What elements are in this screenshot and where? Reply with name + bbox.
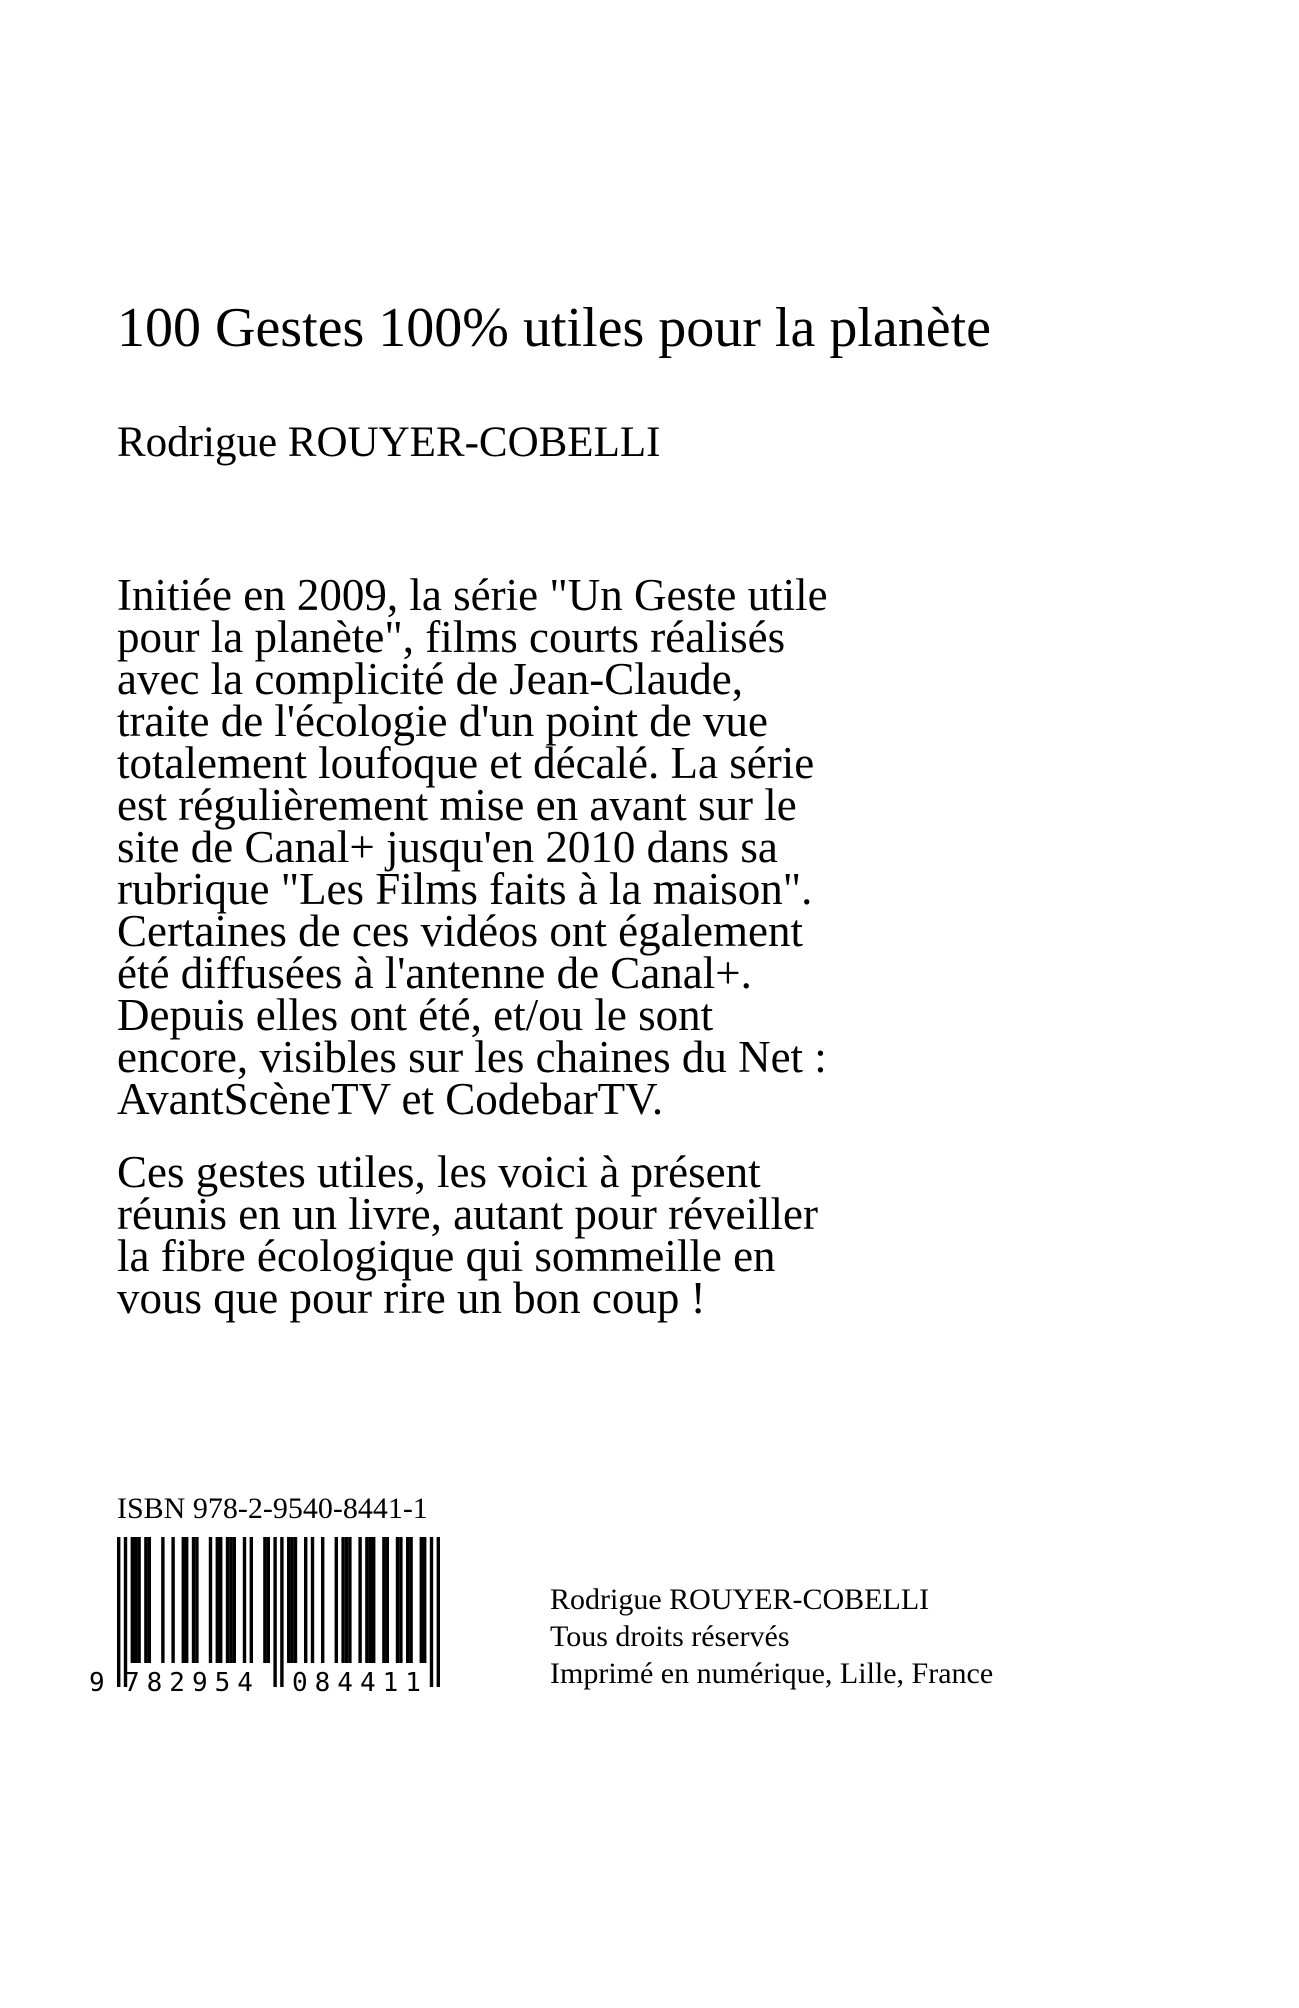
barcode-bar [263, 1537, 266, 1663]
barcode-bar [341, 1537, 344, 1663]
barcode-bar [396, 1537, 399, 1663]
barcode-bar [348, 1537, 351, 1663]
barcode-bar [195, 1537, 198, 1663]
barcode [79, 1535, 479, 1695]
barcode-bar [321, 1537, 324, 1663]
barcode-bar [304, 1537, 307, 1663]
barcode-bar [294, 1537, 297, 1663]
barcode-bar [267, 1537, 270, 1663]
barcode-bar [144, 1537, 147, 1663]
barcode-bar [148, 1537, 151, 1663]
barcode-bar [399, 1537, 402, 1663]
barcode-bar [409, 1537, 412, 1663]
blurb-line: site de Canal+ jusqu'en 2010 dans sa [117, 822, 778, 872]
barcode-bar [131, 1537, 134, 1663]
barcode-bar [406, 1537, 409, 1663]
barcode-bar [280, 1537, 283, 1687]
barcode-bar [386, 1537, 389, 1663]
barcode-bar [161, 1537, 164, 1663]
blurb-line: pour la planète", films courts réalisés [117, 612, 786, 662]
barcode-bar [209, 1537, 212, 1663]
barcode-bar [382, 1537, 385, 1663]
blurb-line: Certaines de ces vidéos ont également [117, 906, 804, 956]
blurb-line: est régulièrement mise en avant sur le [117, 780, 797, 830]
blurb-paragraph-1 [117, 570, 1017, 1124]
book-title: 100 Gestes 100% utiles pour la planète [117, 297, 992, 359]
blurb-line: Depuis elles ont été, et/ou le sont [117, 990, 714, 1040]
barcode-first-digit: 9 [89, 1668, 105, 1695]
barcode-bar [273, 1537, 276, 1687]
barcode-bar [369, 1537, 372, 1663]
blurb-paragraph-2 [117, 1147, 1017, 1323]
barcode-bar [124, 1537, 127, 1687]
blurb-line: avec la complicité de Jean-Claude, [117, 654, 743, 704]
barcode-bar [219, 1537, 222, 1663]
barcode-bar [423, 1537, 426, 1663]
blurb-line: encore, visibles sur les chaines du Net : [117, 1032, 827, 1082]
barcode-bar [233, 1537, 236, 1663]
isbn-label: ISBN 978-2-9540-8441-1 [117, 1492, 428, 1525]
barcode-bar [420, 1537, 423, 1663]
barcode-bar [311, 1537, 314, 1663]
barcode-bar [134, 1537, 137, 1663]
barcode-bar [229, 1537, 232, 1663]
barcode-bar [250, 1537, 253, 1663]
barcode-bar [182, 1537, 185, 1663]
credits-printed: Imprimé en numérique, Lille, France [550, 1657, 994, 1690]
blurb-line: vous que pour rire un bon coup ! [117, 1273, 706, 1323]
blurb-line: totalement loufoque et décalé. La série [117, 738, 815, 788]
blurb-line: traite de l'écologie d'un point de vue [117, 696, 769, 746]
barcode-bar [226, 1537, 229, 1663]
barcode-bar [365, 1537, 368, 1663]
barcode-right-digits: 084411 [292, 1668, 428, 1695]
barcode-bar [287, 1537, 290, 1663]
barcode-bar [117, 1537, 120, 1687]
barcode-bar [335, 1537, 338, 1663]
barcode-bar [437, 1537, 440, 1687]
credits-author: Rodrigue ROUYER-COBELLI [550, 1583, 930, 1616]
blurb-line: réunis en un livre, autant pour réveiller [117, 1189, 818, 1239]
blurb-line: rubrique "Les Films faits à la maison". [117, 864, 813, 914]
barcode-bar [137, 1537, 140, 1663]
credits-rights: Tous droits réservés [550, 1620, 790, 1653]
barcode-bar [192, 1537, 195, 1663]
barcode-bar [243, 1537, 246, 1663]
blurb-line: AvantScèneTV et CodebarTV. [117, 1074, 664, 1124]
blurb-line: Initiée en 2009, la série "Un Geste utile [117, 570, 828, 620]
blurb-line: Ces gestes utiles, les voici à présent [117, 1147, 761, 1197]
barcode-left-digits: 782954 [124, 1668, 260, 1695]
barcode-bar [171, 1537, 174, 1663]
barcode-bar [430, 1537, 433, 1687]
barcode-bar [372, 1537, 375, 1663]
barcode-bar [358, 1537, 361, 1663]
barcode-bar [345, 1537, 348, 1663]
barcode-bar [216, 1537, 219, 1663]
blurb-line: la fibre écologique qui sommeille en [117, 1231, 776, 1281]
barcode-bar [185, 1537, 188, 1663]
barcode-bar [290, 1537, 293, 1663]
credits-block [550, 1581, 993, 1692]
book-author: Rodrigue ROUYER-COBELLI [117, 419, 661, 466]
blurb-line: été diffusées à l'antenne de Canal+. [117, 948, 752, 998]
